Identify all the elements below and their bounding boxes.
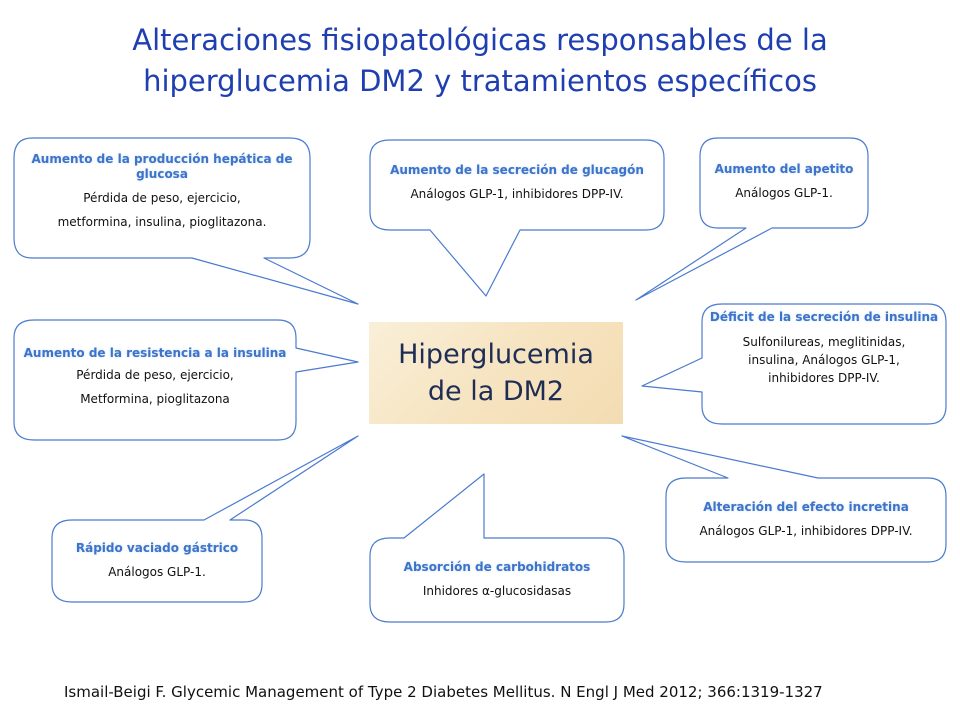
callout-resistance bbox=[18, 346, 292, 409]
callout-text: Análogos GLP-1, inhibidores DPP-IV. bbox=[699, 524, 913, 538]
callout-text: Inhidores α-glucosidasas bbox=[422, 584, 572, 598]
callout-appetite bbox=[704, 162, 864, 203]
callout-text: Sulfonilureas, meglitinidas, bbox=[742, 335, 906, 349]
center-label bbox=[398, 336, 594, 410]
callout-gastric bbox=[56, 541, 258, 582]
center-line-1: Hiperglucemia bbox=[398, 339, 594, 370]
callout-text: Metformina, pioglitazona bbox=[80, 392, 230, 406]
center-hyperglycemia-box bbox=[369, 322, 623, 424]
title-line-2: hiperglucemia DM2 y tratamientos específicos bbox=[143, 64, 817, 98]
callout-text: Pérdida de peso, ejercicio, bbox=[76, 368, 234, 382]
callout-heading: Rápido vaciado gástrico bbox=[75, 541, 239, 555]
callout-text: insulina, Análogos GLP-1, bbox=[748, 353, 900, 367]
callout-hepatic bbox=[20, 152, 304, 232]
callout-text: Análogos GLP-1. bbox=[735, 186, 833, 200]
callout-heading: Alteración del efecto incretina bbox=[703, 500, 909, 514]
callout-insulin-deficit bbox=[706, 310, 942, 387]
callout-incretin-shape bbox=[622, 436, 946, 562]
title-line-1: Alteraciones fisiopatológicas responsables de la bbox=[132, 23, 828, 57]
callout-carbs bbox=[374, 560, 620, 601]
callout-text: inhibidores DPP-IV. bbox=[768, 371, 880, 385]
callout-text: Análogos GLP-1. bbox=[108, 565, 206, 579]
center-line-2: de la DM2 bbox=[427, 376, 565, 407]
callout-heading: Aumento de la producción hepática de glucosa bbox=[31, 152, 293, 181]
callout-incretin bbox=[670, 500, 942, 541]
callout-text: Pérdida de peso, ejercicio, bbox=[83, 191, 241, 205]
callout-heading: Aumento del apetito bbox=[714, 162, 854, 176]
callout-text: Análogos GLP-1, inhibidores DPP-IV. bbox=[410, 187, 624, 201]
callout-heading: Aumento de la resistencia a la insulina bbox=[23, 346, 287, 360]
callout-heading: Déficit de la secreción de insulina bbox=[709, 310, 939, 324]
callout-text: metformina, insulina, pioglitazona. bbox=[57, 215, 267, 229]
callout-heading: Aumento de la secreción de glucagón bbox=[390, 163, 644, 177]
callout-glucagon bbox=[374, 163, 660, 204]
citation-reference: Ismail-Beigi F. Glycemic Management of Type 2 Diabetes Mellitus. N Engl J Med 2012; 366:1319-1327 bbox=[64, 683, 823, 701]
callout-heading: Absorción de carbohidratos bbox=[403, 560, 591, 574]
